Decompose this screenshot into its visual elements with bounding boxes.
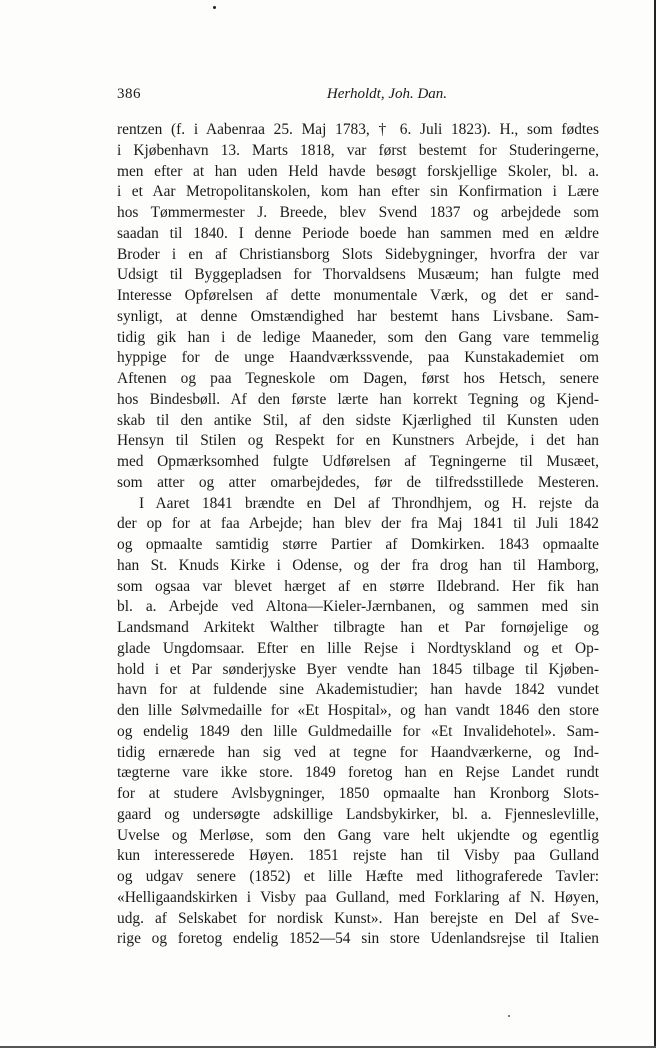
text-line: hyppige for de unge Haandværkssvende, paa Kunstakademiet om <box>117 349 599 367</box>
text-line: men efter at han uden Held havde besøgt forskjellige Skoler, bl. a. <box>117 162 599 180</box>
text-line: hold i et Par sønderjyske Byer vendte han 1845 tilbage til Kjøben- <box>117 660 599 678</box>
text-line: i et Aar Metropolitanskolen, kom han efter sin Konfirmation i Lære <box>117 183 599 201</box>
text-line: udg. af Selskabet for nordisk Kunst». Han berejste en Del af Sve- <box>117 909 599 927</box>
text-line: Aftenen og paa Tegneskole om Dagen, først hos Hetsch, senere <box>117 370 599 387</box>
text-line: som ogsaa var blevet hærget af en større Ildebrand. Her fik han <box>117 577 599 595</box>
text-line: glade Ungdomsaar. Efter en lille Rejse i Nordtyskland og et Op- <box>117 639 599 657</box>
text-line: der op for at faa Arbejde; han blev der fra Maj 1841 til Juli 1842 <box>117 515 599 533</box>
text-line: den lille Sølvmedaille for «Et Hospital», og han vandt 1846 den store <box>117 702 599 719</box>
text-line: synligt, at denne Omstændighed har bestemt hans Livsbane. Sam- <box>117 307 599 325</box>
text-line: Landsmand Arkitekt Walther tilbragte han et Par fornøjelige og <box>117 619 599 636</box>
text-line: Broder i en af Christiansborg Slots Sidebygninger, hvorfra der var <box>117 245 599 263</box>
text-line: tidig gik han i de ledige Maaneder, som den Gang vare temmelig <box>117 328 599 346</box>
running-title: Herholdt, Joh. Dan. <box>326 86 448 102</box>
text-line: rentzen (f. i Aabenraa 25. Maj 1783, † 6. Juli 1823). H., som fødtes <box>117 121 599 138</box>
text-line: hos Tømmermester J. Breede, blev Svend 1837 og arbejdede som <box>117 204 599 221</box>
body-text <box>117 120 599 950</box>
text-line: «Helligaandskirken i Visby paa Gulland, med Forklaring af N. Høyen, <box>117 888 599 906</box>
text-line: og endelig 1849 den lille Guldmedaille for «Et Invalidehotel». Sam- <box>117 722 599 740</box>
ink-speck <box>213 6 216 9</box>
text-line: havn for at fuldende sine Akademistudier; han havde 1842 vundet <box>117 681 599 699</box>
text-line: for at studere Avlsbygninger, 1850 opmaalte han Kronborg Slots- <box>117 785 599 802</box>
page-number: 386 <box>117 86 141 102</box>
text-line: bl. a. Arbejde ved Altona—Kieler-Jærnbanen, og sammen med sin <box>117 598 599 616</box>
text-line: tidig ernærede han sig ved at tegne for Haandværkerne, og Ind- <box>117 743 599 761</box>
text-line: og opmaalte samtidig større Partier af Domkirken. 1843 opmaalte <box>117 536 599 553</box>
paragraph-first-line: I Aaret 1841 brændte en Del af Throndhjem, og H. rejste da <box>139 494 599 512</box>
text-line: kun interesserede Høyen. 1851 rejste han til Visby paa Gulland <box>117 847 599 865</box>
text-line: og udgav senere (1852) et lille Hæfte med lithograferede Tavler: <box>117 868 599 885</box>
text-line: som atter og atter omarbejdedes, før de tilfredsstillede Mesteren. <box>117 473 599 491</box>
text-line: rige og foretog endelig 1852—54 sin store Udenlandsrejse til Italien <box>117 930 599 948</box>
ink-speck <box>508 1015 510 1017</box>
text-line: tægterne vare ikke store. 1849 foretog han en Rejse Landet rundt <box>117 764 599 782</box>
text-line: i Kjøbenhavn 13. Marts 1818, var først bestemt for Studeringerne, <box>117 141 599 159</box>
text-line: Interesse Opførelsen af dette monumentale Værk, og det er sand- <box>117 287 599 304</box>
text-line: Uvelse og Merløse, som den Gang vare helt ukjendte og egentlig <box>117 826 599 844</box>
text-line: han St. Knuds Kirke i Odense, og der fra drog han til Hamborg, <box>117 556 599 574</box>
text-line: Udsigt til Byggepladsen for Thorvaldsens Musæum; han fulgte med <box>117 266 599 284</box>
text-line: hos Bindesbøll. Af den første lærte han korrekt Tegning og Kjend- <box>117 390 599 408</box>
text-line: skab til den antike Stil, af den sidste Kjærlighed til Kunsten uden <box>117 411 599 429</box>
page-header <box>117 86 597 108</box>
text-line: gaard og undersøgte adskillige Landsbykirker, bl. a. Fjenneslevlille, <box>117 805 599 823</box>
text-line: Hensyn til Stilen og Respekt for en Kunstners Arbejde, i det han <box>117 432 599 450</box>
text-line: saadan til 1840. I denne Periode boede han sammen med en ældre <box>117 224 599 242</box>
text-line: med Opmærksomhed fulgte Udførelsen af Tegningerne til Musæet, <box>117 453 599 470</box>
